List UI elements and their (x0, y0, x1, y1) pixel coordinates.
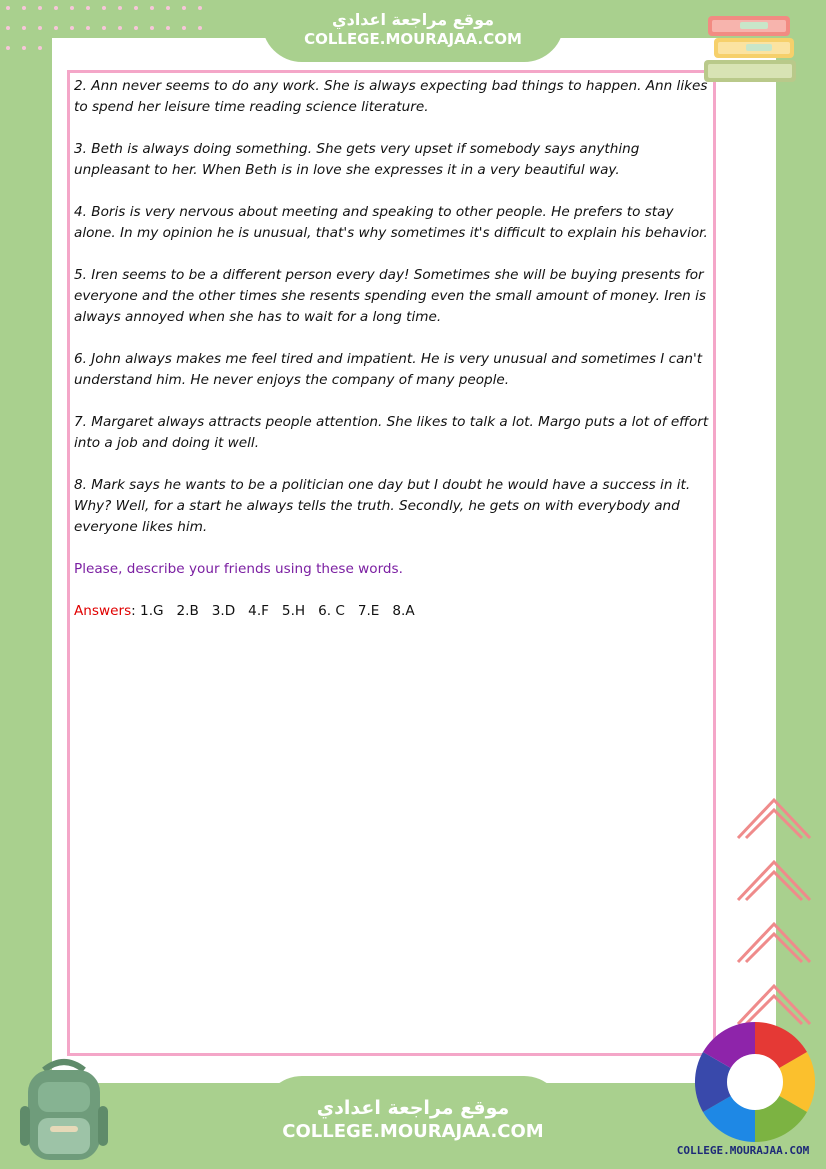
paragraph-iren: 5. Iren seems to be a different person every day! Sometimes she will be buying presents for everyone and the other times she resents spending even the small amount of money. Iren is always annoyed when she has to wait for a long time. (74, 267, 706, 325)
answers-values: : 1.G 2.B 3.D 4.F 5.H 6. C 7.E 8.A (131, 603, 415, 619)
exercise-content (74, 76, 714, 643)
footer-site-url[interactable]: COLLEGE.MOURAJAA.COM (282, 1121, 544, 1142)
header-banner (262, 0, 564, 62)
paragraph-ann: 2. Ann never seems to do any work. She is always expecting bad things to happen. Ann likes to spend her leisure time reading science literature. (74, 78, 708, 115)
footer-brand-label[interactable]: COLLEGE.MOURAJAA.COM (676, 1144, 810, 1157)
paragraph-beth: 3. Beth is always doing something. She gets very upset if somebody says anything unpleasant to her. When Beth is in love she expresses it in a very beautiful way. (74, 141, 640, 178)
footer-site-name-ar: موقع مراجعة اعدادي (316, 1097, 510, 1119)
books-stack-icon (700, 12, 805, 97)
instruction-text: Please, describe your friends using these words. (74, 561, 403, 577)
header-site-url[interactable]: COLLEGE.MOURAJAA.COM (304, 30, 522, 48)
backpack-icon (14, 1056, 114, 1166)
paragraph-mark: 8. Mark says he wants to be a politician one day but I doubt he would have a success in it. Why? Well, for a start he always tells the truth. Secondly, he gets on with everybody and everyone likes him. (74, 477, 691, 535)
paragraph-boris: 4. Boris is very nervous about meeting and speaking to other people. He prefers to stay alone. In my opinion he is unusual, that's why sometimes it's difficult to explain his behavior. (74, 204, 708, 241)
paragraph-john: 6. John always makes me feel tired and impatient. He is very unusual and sometimes I can't understand him. He never enjoys the company of many people. (74, 351, 703, 388)
header-site-name-ar: موقع مراجعة اعدادي (331, 10, 495, 29)
footer-banner (262, 1076, 564, 1169)
chevrons-up-icon (732, 790, 816, 1050)
paragraph-margaret: 7. Margaret always attracts people attention. She likes to talk a lot. Margo puts a lot of effort into a job and doing it well. (74, 414, 709, 451)
answers-label: Answers (74, 603, 132, 619)
answers-line (74, 601, 714, 622)
subjects-wheel-icon (693, 1020, 817, 1144)
